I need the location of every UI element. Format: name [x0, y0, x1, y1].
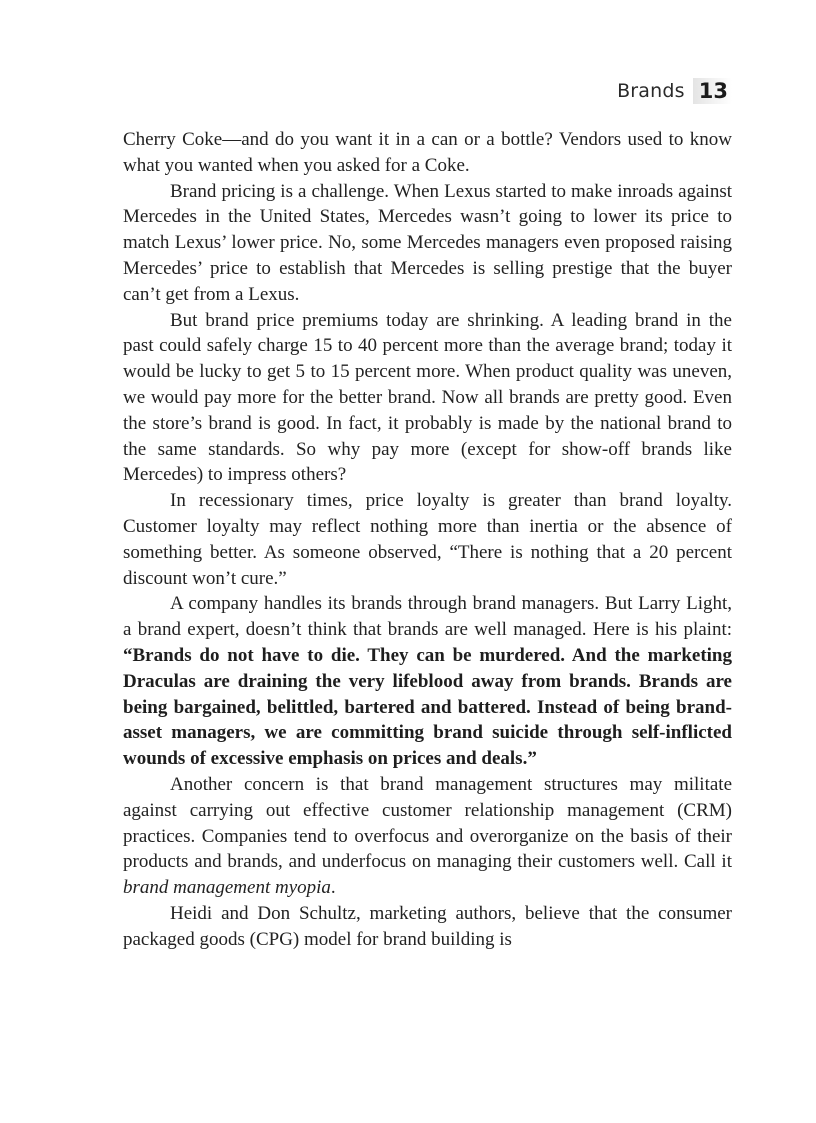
paragraph-3: But brand price premiums today are shrinking. A leading brand in the past could safely charge 15 to 40 percent more than the average brand; today it would be lucky to get 5 to 15 percent more. When product quality was uneven, we would pay more for the better brand. Now all brands are pretty good. Even the store’s brand is good. In fact, it probably is made by the national brand to the same standards. So why pay more (except for show-off brands like Mercedes) to impress others? [123, 309, 732, 486]
emphasized-term: brand management myopia [123, 877, 331, 899]
paragraph-5 [123, 591, 732, 772]
paragraph-6 [123, 772, 732, 901]
paragraph-7: Heidi and Don Schultz, marketing authors, believe that the consumer packaged goods (CPG) model for brand building is [123, 902, 732, 950]
paragraph-5-lead: A company handles its brands through brand managers. But Larry Light, a brand expert, doesn’t think that brands are well managed. Here is his plaint: [123, 593, 732, 641]
paragraph-4: In recessionary times, price loyalty is greater than brand loyalty. Customer loyalty may reflect nothing more than inertia or the absence of something better. As someone observed, “There is nothing that a 20 percent discount won’t cure.” [123, 490, 732, 589]
body-text [123, 127, 732, 953]
paragraph-2: Brand pricing is a challenge. When Lexus started to make inroads against Mercedes in the United States, Mercedes wasn’t going to lower its price to match Lexus’ lower price. No, some Mercedes managers even proposed raising Mercedes’ price to establish that Mercedes is selling prestige that the buyer can’t get from a Lexus. [123, 180, 732, 305]
paragraph-6-lead: Another concern is that brand management structures may militate against carrying out effective customer relationship management (CRM) practices. Companies tend to overfocus and overorganize on the basis of their products and brands, and underfocus on managing their customers well. Call it [123, 773, 732, 873]
running-head [617, 78, 732, 104]
paragraph-6-tail: . [330, 877, 336, 899]
larry-light-quote: “Brands do not have to die. They can be murdered. And the marketing Draculas are draining the very lifeblood away from brands. Brands are being bargained, belittled, bartered and battered. Instead of being brand-asset managers, we are committing brand suicide through self-inflicted wounds of excessive emphasis on prices and deals.” [123, 644, 732, 770]
section-title: Brands [617, 80, 685, 102]
page-number: 13 [693, 78, 732, 104]
paragraph-1: Cherry Coke—and do you want it in a can or a bottle? Vendors used to know what you wanted when you asked for a Coke. [123, 129, 732, 176]
